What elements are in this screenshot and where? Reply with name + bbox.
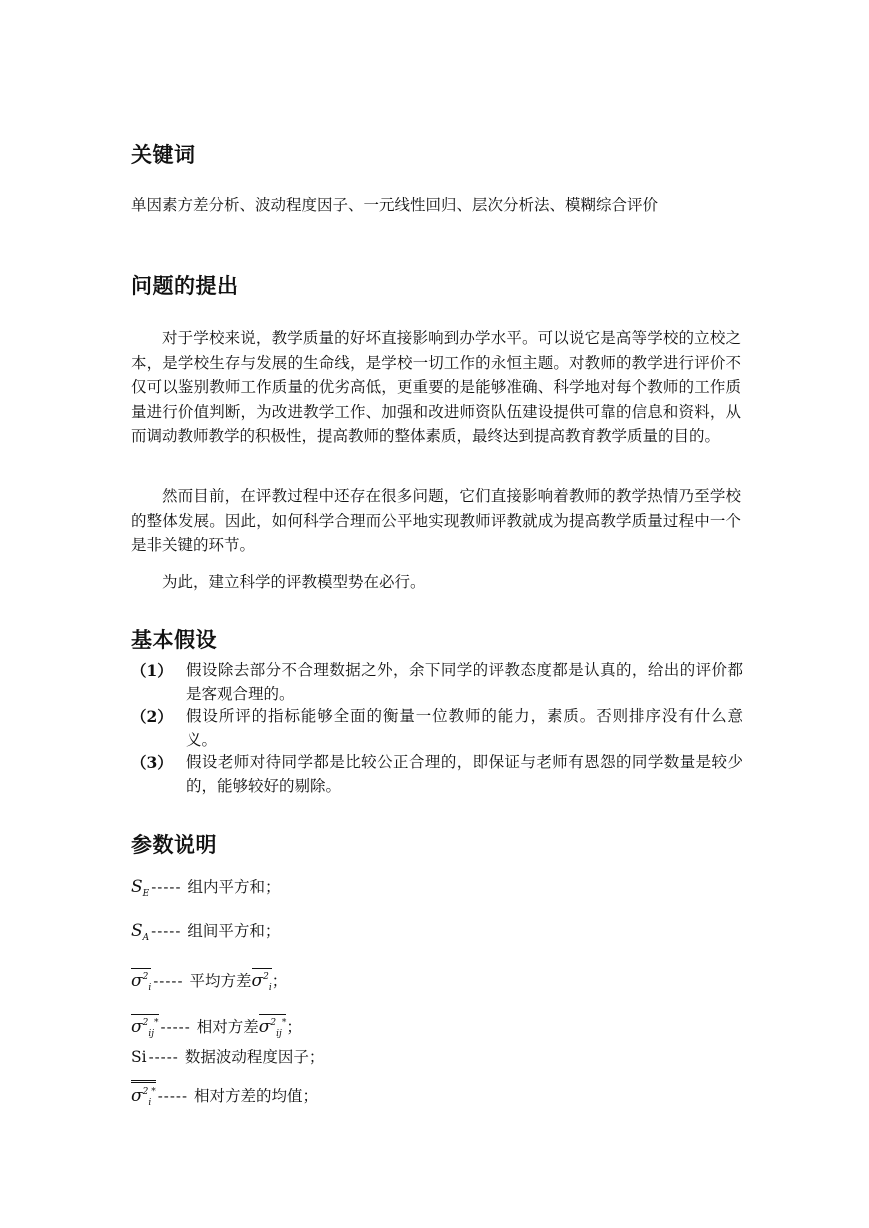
param-dash: ----- <box>151 924 182 940</box>
assumptions-heading: 基本假设 <box>131 628 217 652</box>
assumption-item <box>131 751 743 798</box>
param-symbol: $\sigma^2_i$ <box>131 968 151 995</box>
keywords-text: 单因素方差分析、波动程度因子、一元线性回归、层次分析法、模糊综合评价 <box>131 196 659 214</box>
problem-paragraph-3: 为此，建立科学的评教模型势在必行。 <box>162 573 426 591</box>
param-symbol: $\sigma^2_{ij}^*$ <box>131 1014 159 1041</box>
param-dash: ----- <box>160 1020 191 1036</box>
assumption-text: 假设所评的指标能够全面的衡量一位教师的能力，素质。否则排序没有什么意义。 <box>186 707 743 749</box>
keywords-heading: 关键词 <box>131 143 196 167</box>
param-desc: 相对方差的均值； <box>194 1087 319 1105</box>
param-desc: 组内平方和； <box>187 878 281 896</box>
assumption-text: 假设老师对待同学都是比较公正合理的，即保证与老师有恩怨的同学数量是较少的，能够较好的剔除。 <box>186 753 743 795</box>
param-symbol: $S_E$ <box>131 877 150 899</box>
param-symbol-inline: $\sigma^2_{ij}^*$ <box>259 1014 287 1041</box>
param-dash: ----- <box>153 974 184 990</box>
param-symbol: $\sigma^2_i^*$ <box>131 1080 156 1110</box>
problem-paragraph-1: 对于学校来说，教学质量的好坏直接影响到办学水平。可以说它是高等学校的立校之本，是学校生存与发展的生命线，是学校一切工作的永恒主题。对教师的教学进行评价不仅可以鉴别教师工作质量的优劣高低，更重要的是能够准确、科学地对每个教师的工作质量进行价值判断，为改进教学工作、加强和改进师资队伍建设提供可靠的信息和资料，从而调动教师教学的积极性，提高教师的整体素质，最终达到提高教育教学质量的目的。 <box>131 329 741 445</box>
parameters-heading: 参数说明 <box>131 833 217 857</box>
assumption-number: （2） <box>131 707 173 726</box>
param-desc: 相对方差 <box>196 1018 259 1036</box>
param-row <box>131 1046 324 1069</box>
param-dash: ----- <box>157 1089 188 1105</box>
param-symbol: Si <box>131 1048 147 1066</box>
param-desc: 平均方差 <box>189 972 252 990</box>
param-row: $\sigma^2_{ij}^*$ ----- 相对方差$\sigma^2_{ij}^*$； <box>131 1014 302 1041</box>
param-row <box>131 1080 318 1110</box>
param-row: $\sigma^2_i$ ----- 平均方差$\sigma^2_i$； <box>131 968 287 995</box>
param-row <box>131 920 280 945</box>
assumption-item <box>131 705 743 752</box>
assumption-number: （1） <box>131 661 173 680</box>
assumption-item <box>131 659 743 706</box>
problem-paragraph-2: 然而目前，在评教过程中还存在很多问题，它们直接影响着教师的教学热情乃至学校的整体发展。因此，如何科学合理而公平地实现教师评教就成为提高教学质量过程中一个是非关键的环节。 <box>131 487 741 554</box>
param-desc: 组间平方和； <box>187 922 281 940</box>
param-symbol-inline: $\sigma^2_i$ <box>252 968 272 995</box>
param-row <box>131 876 281 901</box>
assumption-number: （3） <box>131 753 173 772</box>
param-dash: ----- <box>151 880 182 896</box>
param-dash: ----- <box>148 1050 179 1066</box>
param-desc: 数据波动程度因子； <box>184 1048 325 1066</box>
assumption-text: 假设除去部分不合理数据之外，余下同学的评教态度都是认真的，给出的评价都是客观合理的。 <box>186 661 743 703</box>
param-symbol: $S_A$ <box>131 921 150 943</box>
problem-heading: 问题的提出 <box>131 274 239 298</box>
